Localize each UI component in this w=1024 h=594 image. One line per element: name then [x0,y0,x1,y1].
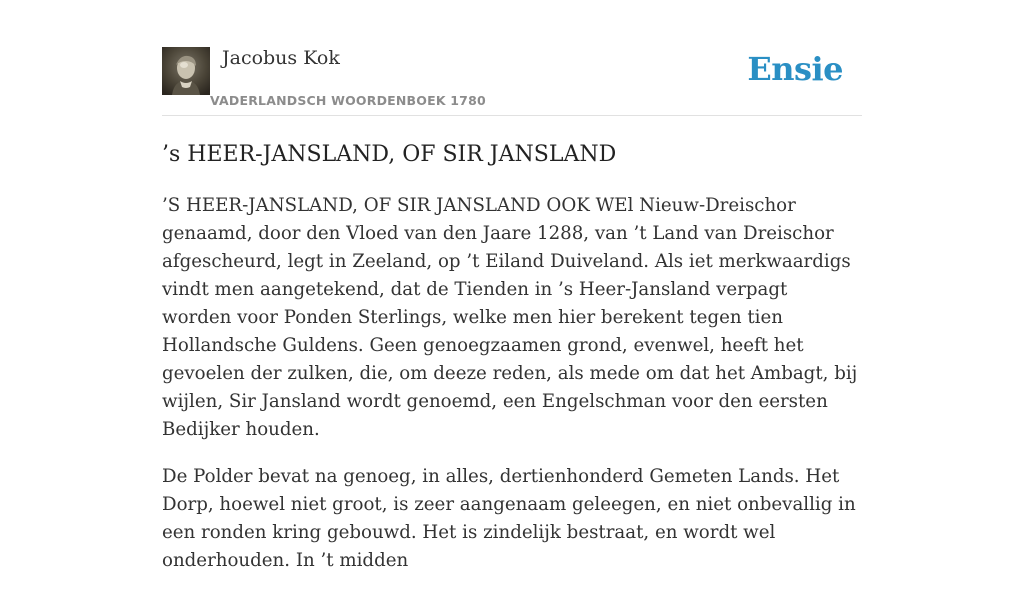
source-label[interactable]: VADERLANDSCH WOORDENBOEK 1780 [210,93,486,108]
article-header [162,46,862,116]
brand-logo[interactable]: Ensie [747,50,843,88]
article-body [162,192,862,594]
author-avatar[interactable] [162,47,210,95]
article-title: ’s HEER-JANSLAND, OF SIR JANSLAND [162,142,617,167]
header-divider [162,115,862,116]
author-name[interactable]: Jacobus Kok [222,47,340,69]
paragraph: ’S HEER-JANSLAND, OF SIR JANSLAND OOK WEl Nieuw-Dreischor genaamd, door den Vloed van den Jaare 1288, van ’t Land van Dreischor afgescheurd, legt in Zeeland, op ’t Eiland Duiveland. Als iet merkwaardigs vindt men aangetekend, dat de Tienden in ’s Heer-Jansland verpagt worden voor Ponden Sterlings, welke men hier berekent tegen tien Hollandsche Guldens. Geen genoegzaamen grond, evenwel, heeft het gevoelen der zulken, die, om deeze reden, als mede om dat het Ambagt, bij wijlen, Sir Jansland wordt genoemd, een Engelschman voor den eersten Bedijker houden. [162,195,858,440]
portrait-image [162,47,210,95]
paragraph: De Polder bevat na genoeg, in alles, dertienhonderd Gemeten Lands. Het Dorp, hoewel niet groot, is zeer aangenaam geleegen, en niet onbevallig in een ronden kring gebouwd. Het is zindelijk bestraat, en wordt wel onderhouden. In ’t midden [162,466,856,571]
